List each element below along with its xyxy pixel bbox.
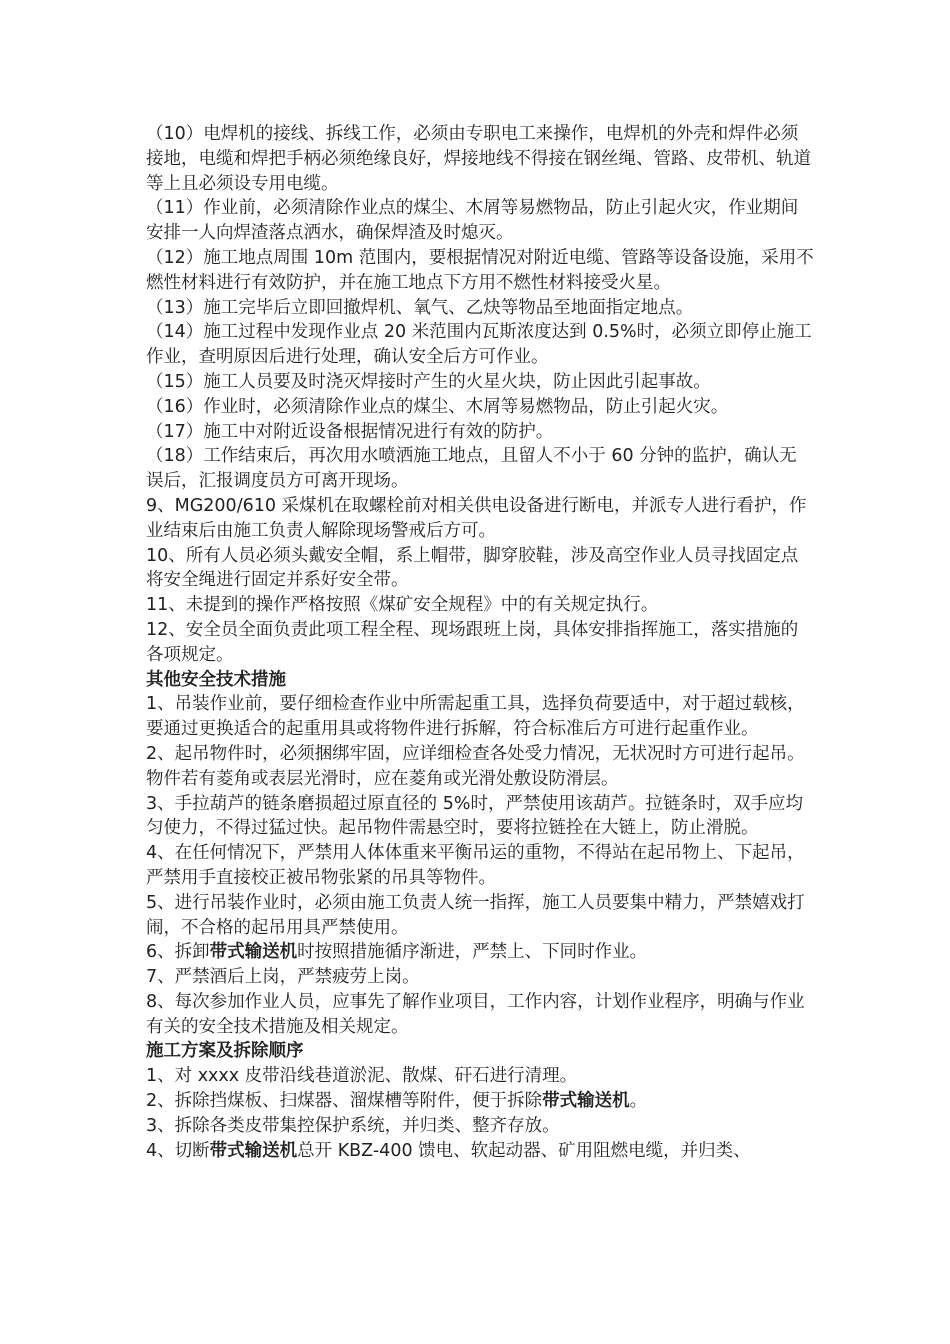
item-9: 9、MG200/610 采煤机在取螺栓前对相关供电设备进行断电，并派专人进行看护，作业结束后由施工负责人解除现场警戒后方可。 [146, 495, 807, 541]
plan-item-1: 1、对 xxxx 皮带沿线巷道淤泥、散煤、矸石进行清理。 [146, 1066, 578, 1087]
paragraph-13: （13）施工完毕后立即回撤焊机、氧气、乙炔等物品至地面指定地点。 [146, 297, 694, 318]
paragraph-17: （17）施工中对附近设备根据情况进行有效的防护。 [146, 421, 554, 442]
safety-item-4: 4、在任何情况下，严禁用人体体重来平衡吊运的重物，不得站在起吊物上、下起吊，严禁用手直接校正被吊物张紧的吊具等物件。 [146, 843, 805, 888]
paragraph-16: （16）作业时，必须清除作业点的煤尘、木屑等易燃物品，防止引起火灾。 [146, 396, 729, 417]
safety-item-3: 3、手拉葫芦的链条磨损超过原直径的 5%时，严禁使用该葫芦。拉链条时，双手应均匀使力，不得过猛过快。起吊物件需悬空时，要将拉链拴在大链上，防止滑脱。 [146, 793, 803, 839]
safety-item-6-pre: 6、拆卸 [146, 942, 210, 963]
plan-item-2-bold: 带式输送机 [542, 1091, 630, 1112]
document-page [146, 122, 814, 1163]
plan-item-4-bold: 带式输送机 [209, 1140, 298, 1161]
safety-item-6 [146, 940, 814, 965]
item-11: 11、未提到的操作严格按照《煤矿安全规程》中的有关规定执行。 [146, 595, 659, 616]
paragraph-11: （11）作业前，必须清除作业点的煤尘、木屑等易燃物品，防止引起火灾，作业期间安排一人向焊渣落点洒水，确保焊渣及时熄灭。 [146, 198, 799, 244]
plan-item-3: 3、拆除各类皮带集控保护系统，并归类、整齐存放。 [146, 1115, 560, 1136]
section-heading-construction-plan: 施工方案及拆除顺序 [146, 1041, 304, 1062]
plan-item-4 [146, 1139, 814, 1164]
plan-item-2-pre: 2、拆除挡煤板、扫煤器、溜煤槽等附件，便于拆除 [146, 1091, 543, 1112]
paragraph-14: （14）施工过程中发现作业点 20 米范围内瓦斯浓度达到 0.5%时，必须立即停止施工作业，查明原因后进行处理，确认安全后方可作业。 [146, 322, 812, 368]
safety-item-2: 2、起吊物件时，必须捆绑牢固，应详细检查各处受力情况，无状况时方可进行起吊。物件若有菱角或表层光滑时，应在菱角或光滑处敷设防滑层。 [146, 743, 805, 789]
plan-item-4-pre: 4、切断 [146, 1140, 210, 1161]
paragraph-12: （12）施工地点周围 10m 范围内，要根据情况对附近电缆、管路等设备设施，采用不燃性材料进行有效防护，并在施工地点下方用不燃性材料接受火星。 [146, 247, 814, 293]
plan-item-2 [146, 1089, 814, 1114]
section-heading-other-safety: 其他安全技术措施 [146, 669, 286, 690]
paragraph-10: （10）电焊机的接线、拆线工作，必须由专职电工来操作，电焊机的外壳和焊件必须接地，电缆和焊把手柄必须绝缘良好，焊接地线不得接在钢丝绳、管路、皮带机、轨道等上且必须设专用电缆。 [146, 124, 811, 194]
safety-item-7: 7、严禁酒后上岗，严禁疲劳上岗。 [146, 967, 420, 988]
plan-item-4-post: 总开 KBZ-400 馈电、软起动器、矿用阻燃电缆，并归类、 [297, 1140, 751, 1161]
safety-item-6-post: 时按照措施循序渐进，严禁上、下同时作业。 [297, 942, 648, 963]
safety-item-5: 5、进行吊装作业时，必须由施工负责人统一指挥，施工人员要集中精力，严禁嬉戏打闹，不合格的起吊用具严禁使用。 [146, 892, 805, 938]
item-10: 10、所有人员必须头戴安全帽，系上帽带，脚穿胶鞋，涉及高空作业人员寻找固定点将安全绳进行固定并系好安全带。 [146, 545, 799, 591]
safety-item-6-bold: 带式输送机 [209, 942, 298, 963]
safety-item-1: 1、吊装作业前，要仔细检查作业中所需起重工具，选择负荷要适中，对于超过载核，要通过更换适合的起重用具或将物件进行拆解，符合标准后方可进行起重作业。 [146, 694, 805, 740]
item-12: 12、安全员全面负责此项工程全程、现场跟班上岗，具体安排指挥施工，落实措施的各项规定。 [146, 619, 799, 665]
paragraph-18: （18）工作结束后，再次用水喷洒施工地点，且留人不小于 60 分钟的监护，确认无误后，汇报调度员方可离开现场。 [146, 446, 797, 492]
plan-item-2-post: 。 [629, 1091, 648, 1112]
safety-item-8: 8、每次参加作业人员，应事先了解作业项目，工作内容，计划作业程序，明确与作业有关的安全技术措施及相关规定。 [146, 991, 805, 1037]
paragraph-15: （15）施工人员要及时浇灭焊接时产生的火星火块，防止因此引起事故。 [146, 371, 711, 392]
